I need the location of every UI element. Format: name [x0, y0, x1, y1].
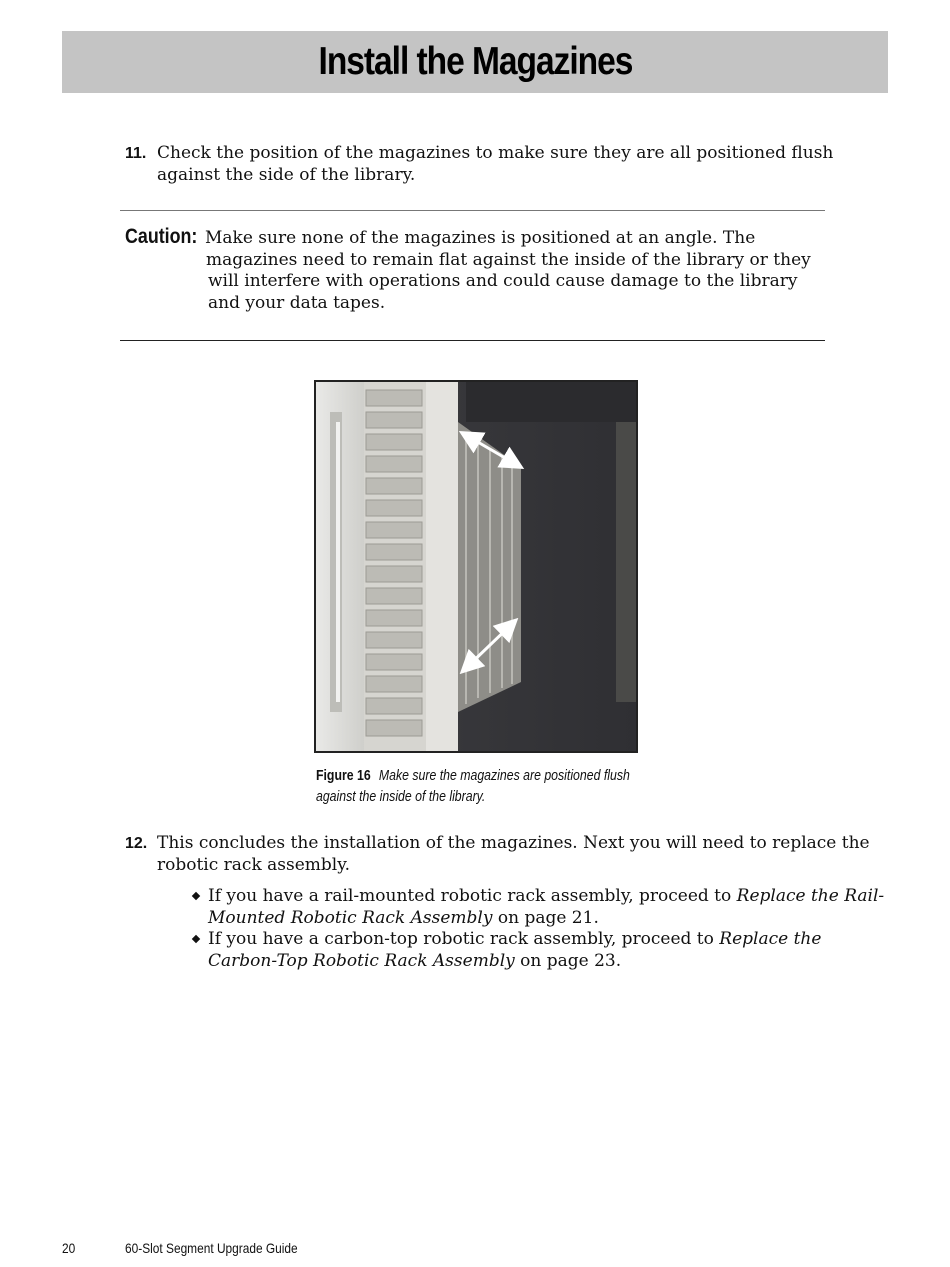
title-bar — [62, 31, 888, 93]
list-item — [190, 929, 890, 972]
bullet-text: If you have a carbon-top robotic rack assembly, proceed to — [208, 929, 720, 949]
step-number: 11. — [125, 145, 147, 162]
footer-guide-title: 60-Slot Segment Upgrade Guide — [125, 1240, 298, 1256]
step-text: Check the position of the magazines to make sure they are all positioned flush against the side of the library. — [157, 143, 834, 185]
cross-reference-link[interactable]: Replace the Rail-Mounted Robotic Rack Assembly — [208, 886, 885, 928]
caution-block — [125, 225, 825, 314]
caution-text: magazines need to remain flat against the inside of the library or they will interfere with operations and could cause damage to the library and your data tapes. — [206, 249, 811, 313]
caution-bottom-rule — [120, 340, 825, 341]
figure-image — [314, 380, 638, 753]
cross-reference-link[interactable]: Replace the Carbon-Top Robotic Rack Assembly — [208, 929, 822, 971]
bullet-page-ref: on page 21. — [492, 907, 599, 928]
list-item — [190, 886, 890, 929]
caution-top-rule — [120, 210, 825, 211]
step-12 — [125, 833, 885, 876]
caution-text-first-line: Make sure none of the magazines is positioned at an angle. The — [205, 228, 756, 248]
page-number: 20 — [62, 1240, 76, 1256]
magazines-photo — [316, 382, 636, 751]
figure-caption-text: Make sure the magazines are positioned flush against the inside of the library. — [316, 767, 630, 805]
bullet-text: If you have a rail-mounted robotic rack assembly, proceed to — [208, 886, 737, 906]
bullet-diamond-icon — [192, 935, 200, 943]
page-title: Install the Magazines — [318, 40, 632, 83]
step-number: 12. — [125, 835, 148, 852]
bullet-list — [190, 886, 890, 972]
bullet-diamond-icon — [192, 892, 200, 900]
bullet-page-ref: on page 23. — [514, 950, 622, 971]
figure-number: Figure 16 — [316, 767, 371, 784]
caution-label: Caution: — [125, 225, 198, 248]
step-11 — [125, 143, 885, 186]
step-text: This concludes the installation of the magazines. Next you will need to replace the robotic rack assembly. — [157, 833, 870, 875]
figure-caption — [316, 765, 644, 807]
